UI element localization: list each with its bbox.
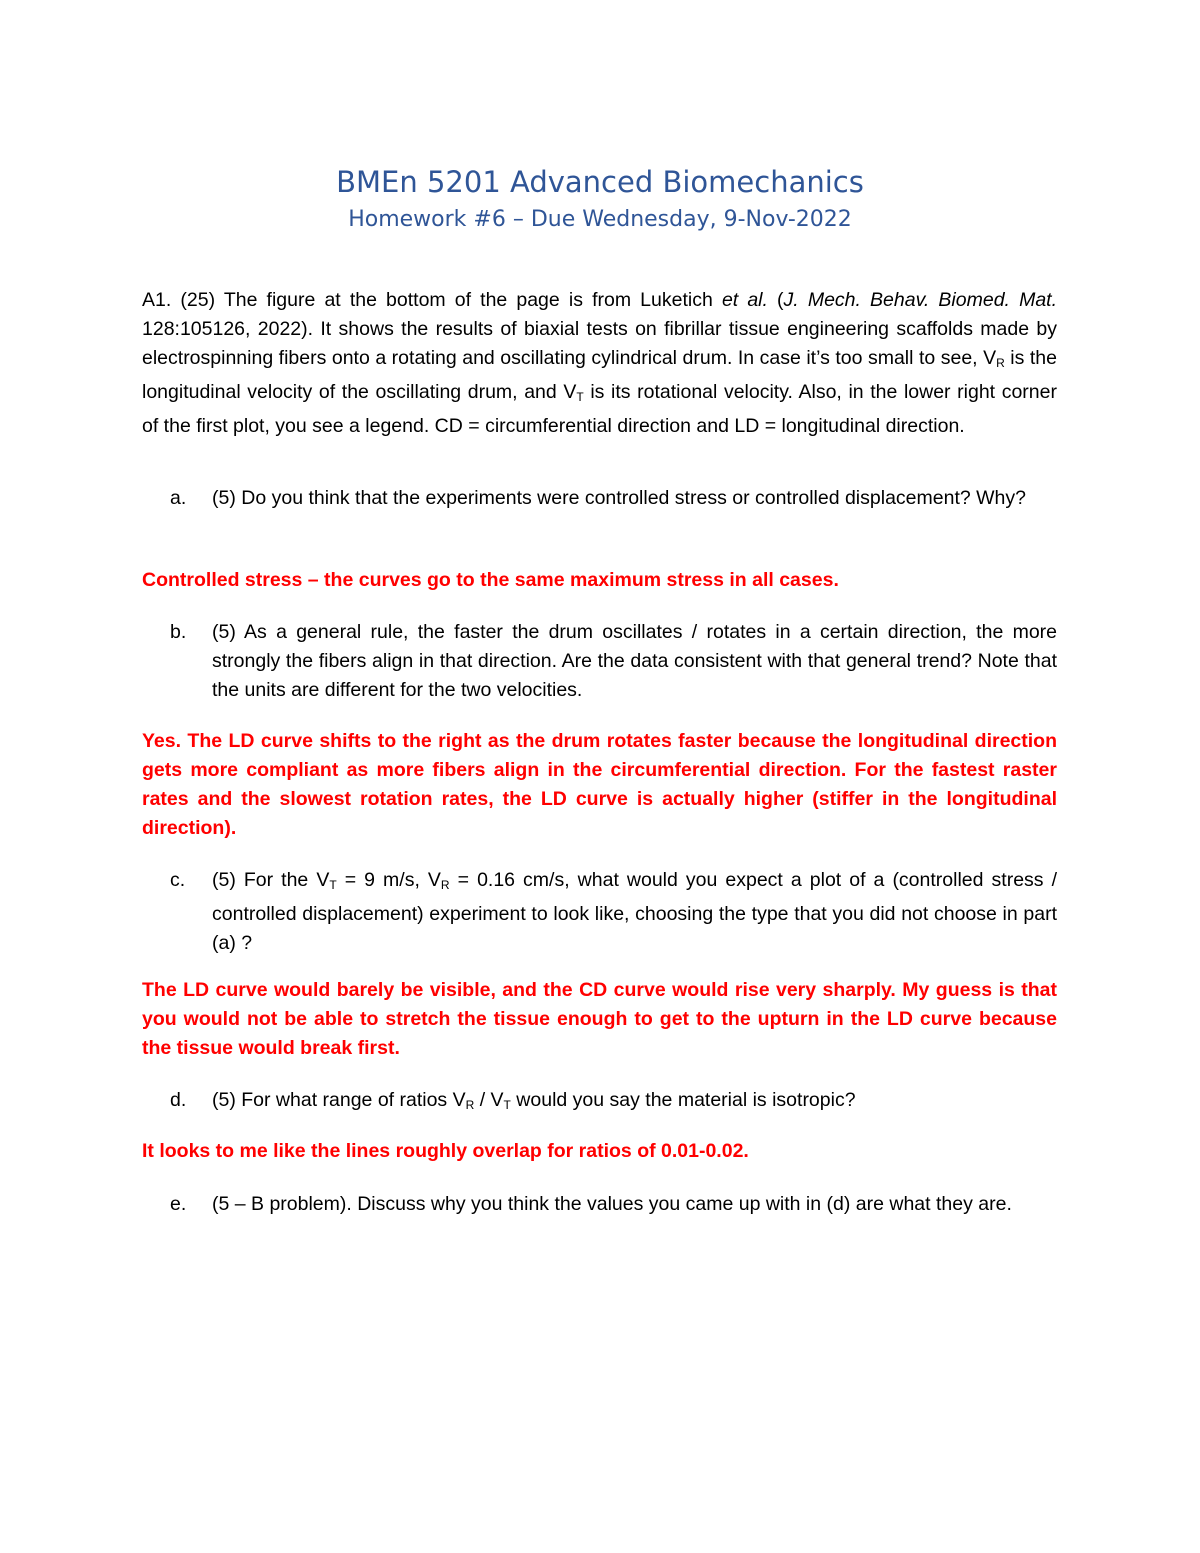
part-a-answer: Controlled stress – the curves go to the same maximum stress in all cases.	[142, 569, 839, 591]
intro-etal: et al.	[721, 289, 768, 311]
part-c-letter: c.	[170, 869, 186, 891]
subscript-r: R	[996, 356, 1005, 370]
part-d-text-1: (5) For what range of ratios V	[212, 1089, 466, 1111]
part-b-letter: b.	[170, 621, 187, 643]
part-d-text-3: would you say the material is isotropic?	[510, 1089, 856, 1111]
part-a-letter: a.	[170, 487, 187, 509]
part-c-question	[142, 866, 1057, 958]
intro-text-3: 128:105126, 2022). It shows the results of biaxial tests on fibrillar tissue engineering scaffolds made by electrospinning fibers onto a rotating and oscillating cylindrical drum. In case it’s too small to see, V	[142, 318, 1057, 369]
document-subtitle: Homework #6 – Due Wednesday, 9-Nov-2022	[348, 207, 852, 232]
part-e-question	[142, 1190, 1057, 1219]
intro-text-5: is its rotational velocity. Also, in the lower right corner of the first plot, you see a legend. CD = circumferential direction and LD = longitudinal direction.	[142, 381, 1057, 437]
part-c-answer: The LD curve would barely be visible, and the CD curve would rise very sharply. My guess is that you would not be able to stretch the tissue enough to get to the upturn in the LD curve because the tissue would break first.	[142, 979, 1057, 1059]
part-c-text	[212, 866, 1057, 958]
part-d-letter: d.	[170, 1089, 187, 1111]
part-d-text-2: / V	[474, 1089, 504, 1111]
document-title: BMEn 5201 Advanced Biomechanics	[336, 165, 864, 199]
part-e-text: (5 – B problem). Discuss why you think the values you came up with in (d) are what they are.	[212, 1193, 1012, 1215]
part-d-answer: It looks to me like the lines roughly overlap for ratios of 0.01-0.02.	[142, 1140, 749, 1162]
part-b-question	[142, 618, 1057, 705]
subscript-t: T	[576, 390, 584, 404]
subscript-r: R	[465, 1098, 475, 1112]
part-e-letter: e.	[170, 1193, 187, 1215]
part-c-text-1: (5) For the V	[212, 869, 330, 891]
intro-text-4: is the longitudinal velocity of the oscillating drum, and V	[142, 347, 1057, 403]
intro-text-2: (	[767, 289, 784, 311]
part-c-text-2: = 9 m/s, V	[336, 869, 441, 891]
part-d-text	[212, 1086, 1057, 1120]
subscript-t: T	[503, 1098, 511, 1112]
intro-journal: J. Mech. Behav. Biomed. Mat.	[783, 289, 1058, 311]
intro-text-1: A1. (25) The figure at the bottom of the page is from Luketich	[142, 289, 722, 311]
problem-intro	[142, 286, 1057, 441]
part-c-text-3: = 0.16 cm/s, what would you expect a plot of a (controlled stress / controlled displacement) experiment to look like, choosing the type that you did not choose in part (a) ?	[212, 869, 1057, 954]
part-b-answer: Yes. The LD curve shifts to the right as the drum rotates faster because the longitudinal direction gets more compliant as more fibers align in the circumferential direction. For the fastest raster rates and the slowest rotation rates, the LD curve is actually higher (stiffer in the longitudinal direction).	[142, 730, 1057, 839]
part-b-text: (5) As a general rule, the faster the drum oscillates / rotates in a certain direction, the more strongly the fibers align in that direction. Are the data consistent with that general trend? Note that the units are different for the two velocities.	[212, 621, 1057, 701]
part-d-question	[142, 1086, 1057, 1120]
part-a-question	[142, 484, 1057, 513]
subscript-t: T	[329, 878, 337, 892]
part-a-text: (5) Do you think that the experiments were controlled stress or controlled displacement? Why?	[212, 487, 1026, 509]
subscript-r: R	[440, 878, 450, 892]
